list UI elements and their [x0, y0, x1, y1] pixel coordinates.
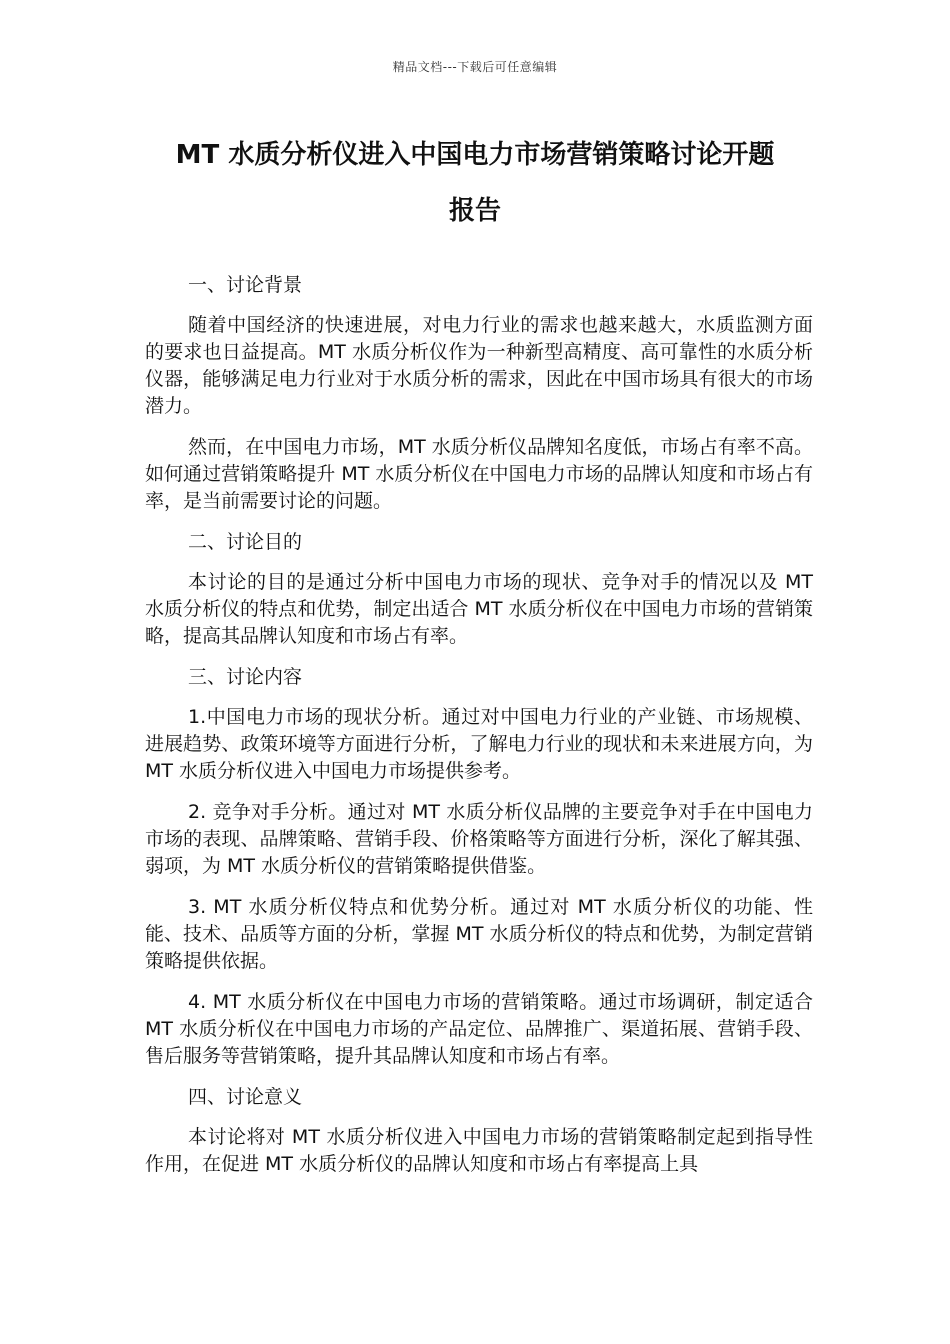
section-heading-background: 一、讨论背景: [188, 274, 303, 296]
paragraph: 本讨论的目的是通过分析中国电力市场的现状、竞争对手的情况以及 MT 水质分析仪的特点和优势，制定出适合 MT 水质分析仪在中国电力市场的营销策略，提高其品牌认知度和市场占有率。: [145, 571, 813, 647]
paragraph: 4. MT 水质分析仪在中国电力市场的营销策略。通过市场调研，制定适合 MT 水质分析仪在中国电力市场的产品定位、品牌推广、渠道拓展、营销手段、售后服务等营销策略，提升其品牌认知度和市场占有率。: [145, 991, 813, 1067]
paragraph: 1.中国电力市场的现状分析。通过对中国电力行业的产业链、市场规模、进展趋势、政策环境等方面进行分析，了解电力行业的现状和未来进展方向，为 MT 水质分析仪进入中国电力市场提供参考。: [145, 706, 813, 782]
section-heading-significance: 四、讨论意义: [188, 1086, 303, 1108]
section-heading-purpose: 二、讨论目的: [188, 531, 303, 553]
paragraph: 3. MT 水质分析仪特点和优势分析。通过对 MT 水质分析仪的功能、性能、技术、品质等方面的分析，掌握 MT 水质分析仪的特点和优势，为制定营销策略提供依据。: [145, 896, 813, 972]
document-title-line-2: 报告: [448, 196, 501, 226]
document-title-line-1: MT 水质分析仪进入中国电力市场营销策略讨论开题: [175, 140, 775, 170]
paragraph: 2. 竞争对手分析。通过对 MT 水质分析仪品牌的主要竞争对手在中国电力市场的表现、品牌策略、营销手段、价格策略等方面进行分析，深化了解其强、弱项，为 MT 水质分析仪的营销策略提供借鉴。: [145, 801, 813, 877]
header-note: 精品文档---下载后可任意编辑: [392, 60, 558, 74]
section-heading-content: 三、讨论内容: [188, 666, 303, 688]
paragraph: 随着中国经济的快速进展，对电力行业的需求也越来越大，水质监测方面的要求也日益提高。MT 水质分析仪作为一种新型高精度、高可靠性的水质分析仪器，能够满足电力行业对于水质分析的需求，因此在中国市场具有很大的市场潜力。: [145, 314, 813, 417]
document-body: [145, 272, 813, 1192]
paragraph: 然而，在中国电力市场，MT 水质分析仪品牌知名度低，市场占有率不高。如何通过营销策略提升 MT 水质分析仪在中国电力市场的品牌认知度和市场占有率，是当前需要讨论的问题。: [145, 436, 813, 512]
paragraph: 本讨论将对 MT 水质分析仪进入中国电力市场的营销策略制定起到指导性作用，在促进 MT 水质分析仪的品牌认知度和市场占有率提高上具: [145, 1126, 813, 1175]
